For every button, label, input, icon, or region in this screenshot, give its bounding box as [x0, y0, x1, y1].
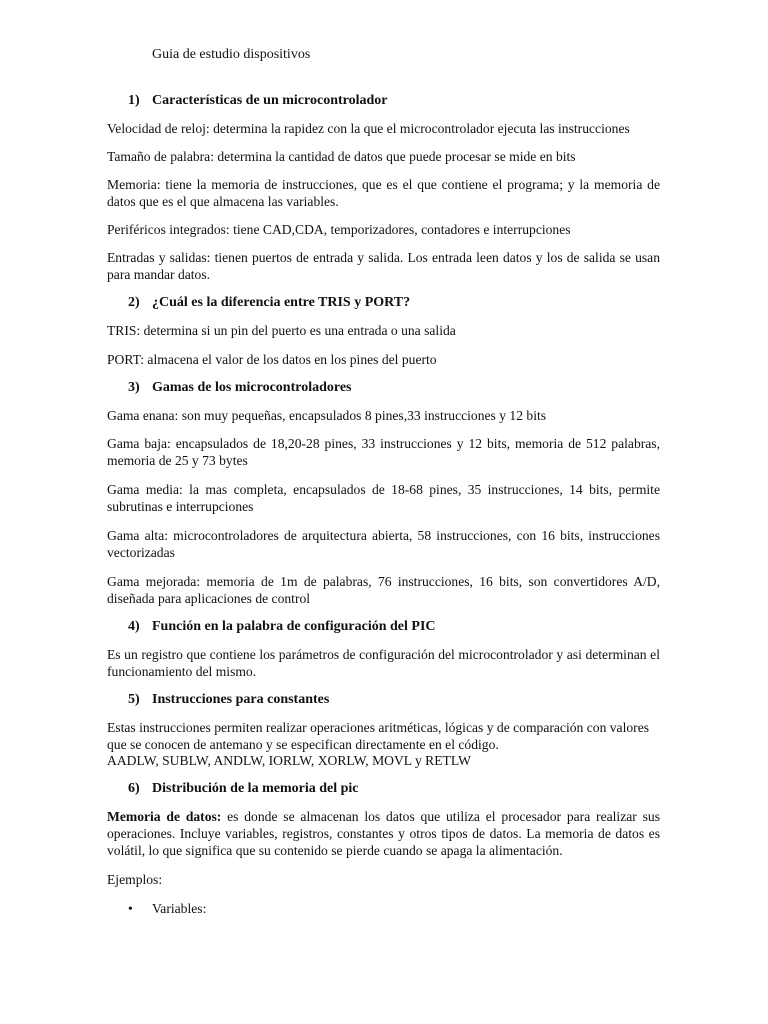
- section-title: Gamas de los microcontroladores: [152, 380, 352, 395]
- section-title: Función en la palabra de configuración del PIC: [152, 619, 436, 634]
- ejemplos-label: Ejemplos:: [107, 872, 163, 887]
- paragraph: Gama enana: son muy pequeñas, encapsulados 8 pines,33 instrucciones y 12 bits: [107, 408, 547, 423]
- paragraph: Es un registro que contiene los parámetros de configuración del microcontrolador y asi determinan el funcionamiento del mismo.: [107, 647, 660, 679]
- section-2-heading: [128, 294, 410, 311]
- memoria-datos-label: Memoria de datos:: [107, 809, 222, 824]
- paragraph-memoria-datos: [107, 808, 660, 859]
- section-title: Características de un microcontrolador: [152, 93, 388, 108]
- section-number: 4): [128, 619, 140, 634]
- section-number: 6): [128, 781, 140, 796]
- memoria-datos-text: es donde se almacenan los datos que utiliza el procesador para realizar sus operaciones. Incluye variables, registros, constantes y otros tipos de datos. La memoria de datos es volátil, lo que significa que su contenido se pierde cuando se apaga la alimentación.: [107, 809, 660, 858]
- instruction-list: AADLW, SUBLW, ANDLW, IORLW, XORLW, MOVL y RETLW: [107, 753, 471, 768]
- section-number: 1): [128, 93, 140, 108]
- paragraph: Tamaño de palabra: determina la cantidad de datos que puede procesar se mide en bits: [107, 149, 576, 164]
- paragraph: Entradas y salidas: tienen puertos de entrada y salida. Los entrada leen datos y los de salida se usan para mandar datos.: [107, 250, 660, 282]
- list-item: [128, 900, 206, 917]
- section-number: 2): [128, 295, 140, 310]
- paragraph: Gama media: la mas completa, encapsulados de 18-68 pines, 35 instrucciones, 14 bits, permite subrutinas e interrupciones: [107, 482, 660, 514]
- paragraph: Periféricos integrados: tiene CAD,CDA, temporizadores, contadores e interrupciones: [107, 222, 571, 237]
- paragraph: Velocidad de reloj: determina la rapidez con la que el microcontrolador ejecuta las instrucciones: [107, 121, 630, 136]
- paragraph: Gama baja: encapsulados de 18,20-28 pines, 33 instrucciones y 12 bits, memoria de 512 palabras, memoria de 25 y 73 bytes: [107, 436, 660, 468]
- section-6-heading: [128, 780, 359, 797]
- bullet-marker: •: [128, 901, 133, 916]
- section-4-heading: [128, 618, 436, 635]
- section-title: ¿Cuál es la diferencia entre TRIS y PORT?: [152, 295, 411, 310]
- paragraph: Estas instrucciones permiten realizar operaciones aritméticas, lógicas y de comparación con valores que se conocen de antemano y se especifican directamente en el código.: [107, 720, 650, 752]
- paragraph: PORT: almacena el valor de los datos en los pines del puerto: [107, 352, 437, 367]
- document-title: Guia de estudio dispositivos: [152, 47, 311, 62]
- section-title: Instrucciones para constantes: [152, 692, 330, 707]
- list-item-label: Variables:: [152, 901, 207, 916]
- paragraph: Memoria: tiene la memoria de instrucciones, que es el que contiene el programa; y la memoria de datos que es el que almacena las variables.: [107, 177, 660, 209]
- paragraph: TRIS: determina si un pin del puerto es una entrada o una salida: [107, 323, 456, 338]
- section-number: 5): [128, 692, 140, 707]
- section-3-heading: [128, 379, 352, 396]
- section-1-heading: [128, 92, 388, 109]
- paragraph: Gama alta: microcontroladores de arquitectura abierta, 58 instrucciones, con 16 bits, instrucciones vectorizadas: [107, 528, 660, 560]
- paragraph: Gama mejorada: memoria de 1m de palabras, 76 instrucciones, 16 bits, son convertidores A/D, diseñada para aplicaciones de control: [107, 574, 660, 606]
- section-number: 3): [128, 380, 140, 395]
- section-5-heading: [128, 691, 329, 708]
- section-title: Distribución de la memoria del pic: [152, 781, 359, 796]
